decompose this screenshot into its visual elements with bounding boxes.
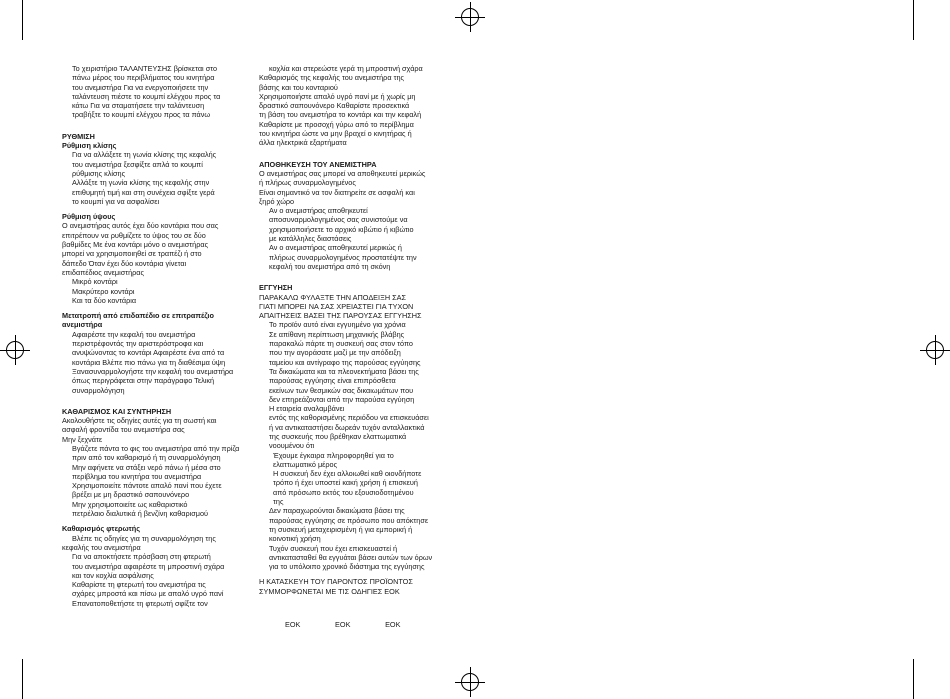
text-line: Μην ξεχνάτε [62,434,103,444]
text-line: αποσυναρμολογημένος σας συνιστούμε να [269,215,408,225]
text-line: της συσκευής που βρέθηκαν ελαττωματικά [269,431,407,441]
text-line: Μην αφήνετε να στάξει νερό πάνω ή μέσα στο [72,462,221,472]
registration-mark-right [920,335,950,365]
text-line: ή να αντικαταστήσει δωρεάν τυχόν ανταλλακτικά [269,422,425,432]
text-line: βαθμίδες Με ένα κοντάρι μόνο ο ανεμιστήρας [62,240,209,250]
text-line: ξηρό χώρο [259,196,295,206]
registration-mark-bottom [455,667,485,697]
text-line: επιδαπέδιος ανεμιστήρας [62,267,145,277]
section-heading: Ρύθμιση κλίσης [62,141,117,151]
text-line: περίβλημα του κινητήρα του ανεμιστήρα [72,471,202,481]
text-line: πριν από τον καθαρισμό ή τη συναρμολόγηση [72,453,221,463]
crop-mark-top-left [22,0,23,40]
text-line: Μακρύτερο κοντάρι [72,286,135,296]
text-line: επιθυμητή τιμή και στη συνέχεια σφίξτε γερά [72,187,215,197]
text-line: Έχουμε έγκαιρα πληροφορηθεί για το [273,450,394,460]
text-line: ΑΠΑΙΤΗΣΕΙΣ ΒΑΣΕΙ ΤΗΣ ΠΑΡΟΥΣΑΣ ΕΓΓΥΗΣΗΣ [259,311,422,321]
text-line: εντός της καθορισμένης περιόδου να επισκευάσει [269,413,429,423]
text-line: του ανεμιστήρα αφαιρέστε τη μπροστινή σχάρα [72,561,225,571]
spacer [62,120,250,126]
text-line: αντικατασταθεί θα εγγυάται βάσει αυτών των όρων [269,552,433,562]
text-line: πλήρως συναρμολογημένος προστατέψτε την [269,252,417,262]
text-line: Είναι σημαντικό να τον διατηρείτε σε ασφαλή και [259,187,415,197]
text-line: κοχλία και στερεώστε γερά τη μπροστινή σχάρα [269,64,423,73]
text-line: ταλάντευση πιέστε το κουμπί ελέγχου προς τα [72,91,221,101]
text-line: ΠΑΡΑΚΑΛΩ ΦΥΛΑΞΤΕ ΤΗΝ ΑΠΟΔΕΙΞΗ ΣΑΣ [259,292,407,302]
text-line: το κουμπί για να ασφαλίσει [72,196,160,206]
text-line: εκείνων των θεσμικών σας δικαιωμάτων που [269,385,414,395]
text-line: ανυψώνοντας το κοντάρι Αφαιρέστε ένα από τα [72,348,225,358]
text-line: τραβήξτε το κουμπί ελέγχου προς τα πάνω [72,110,211,120]
text-line: κεφαλής του ανεμιστήρα [62,542,141,552]
text-line: κάτω Για να σταματήσετε την ταλάντευση [72,101,205,111]
text-line: ρύθμισης κλίσης [72,168,126,178]
text-line: παρούσας εγγύησης σε πρόσωπο που απόκτησε [269,515,429,525]
text-line: της [273,497,284,507]
section-heading: ΡΥΘΜΙΣΗ [62,131,95,141]
text-line: τη συσκευή μεταχειρισμένη ή για εμπορική ή [269,524,413,534]
text-line: Το χειριστήριο ΤΑΛΑΝΤΕΥΣΗΣ βρίσκεται στο [72,64,218,73]
text-line: Ξανασυναρμολογήστε την κεφαλή του ανεμιστήρα [72,366,234,376]
crop-mark-top-right [913,0,914,40]
text-line: Για να αλλάξετε τη γωνία κλίσης της κεφαλής [72,150,217,160]
spacer [259,271,449,277]
text-line: Καθαρίστε με προσοχή γύρω από το περίβλημα [259,119,414,129]
text-line: Ο ανεμιστήρας σας μπορεί να αποθηκευτεί μερικώς [259,168,426,178]
text-line: Για να αποκτήσετε πρόσβαση στη φτερωτή [72,552,211,562]
text-line: Τα δικαιώματα και τα πλεονεκτήματα βάσει της [269,366,419,376]
text-line: Αλλάξτε τη γωνία κλίσης της κεφαλής στην [72,178,210,188]
text-line: του κινητήρα ώστε να μην βραχεί ο κινητήρας ή [259,129,412,139]
text-line: Η εταιρεία αναλαμβάνει [269,404,345,414]
text-line: Η συσκευή δεν έχει αλλοιωθεί καθ οιονδήποτε [273,469,422,479]
right-text-column [259,64,449,596]
text-line: ΓΙΑΤΙ ΜΠΟΡΕΙ ΝΑ ΣΑΣ ΧΡΕΙΑΣΤΕΙ ΓΙΑ ΤΥΧΟΝ [259,301,414,311]
text-line: όπως περιγράφεται στην παράγραφο Τελική [72,376,215,386]
text-line: του ανεμιστήρα Για να ενεργοποιήσετε την [72,82,209,92]
text-line: Επανατοποθετήστε τη φτερωτή σφίξτε τον [72,598,208,608]
text-line: Ακολουθήστε τις οδηγίες αυτές για τη σωστή και [62,416,217,426]
text-line: χρησιμοποιήσετε το αρχικό κιβώτιο ή κιβώτιο [269,224,414,234]
text-line: τη βάση του ανεμιστήρα το κοντάρι και την κεφαλή [259,110,422,120]
text-line: κοινοτική χρήση [269,534,321,544]
text-line: του ανεμιστήρα ξεσφίξτε απλά το κουμπί [72,159,203,169]
spacer [259,148,449,154]
text-line: σχάρες μπροστά και πίσω με απαλό υγρό πανί [72,589,224,599]
text-line: Μην χρησιμοποιείτε ως καθαριστικό [72,499,188,509]
text-line: Βλέπε τις οδηγίες για τη συναρμολόγηση της [72,533,216,543]
text-line: κεφαλή του ανεμιστήρα από τη σκόνη [269,261,391,271]
registration-mark-top [455,2,485,32]
text-line: Ο ανεμιστήρας αυτός έχει δύο κοντάρια που σας [62,221,219,231]
text-line: Βγάζετε πάντα το φις του ανεμιστήρα από την πρίζα [72,443,240,453]
text-line: παρακαλώ πάρτε τη συσκευή σας στον τόπο [269,339,413,349]
text-line: παρούσας εγγύησης είναι επιπρόσθετα [269,376,396,386]
text-line: πετρέλαιο διαλυτικά ή βενζίνη καθαρισμού [72,509,209,519]
text-line: Καθαρίστε τη φτερωτή του ανεμιστήρα τις [72,580,206,590]
text-line: Το προϊόν αυτό είναι εγγυημένο για χρόνια [269,320,406,330]
text-line: νοουμένου ότι [269,441,315,451]
section-heading: ΚΑΘΑΡΙΣΜΟΣ ΚΑΙ ΣΥΝΤΗΡΗΣΗ [62,406,172,416]
text-line: συναρμολόγηση [72,385,125,395]
section-heading: Ρύθμιση ύψους [62,212,116,222]
crop-mark-bottom-left [22,659,23,699]
text-line: Χρησιμοποιείτε πάντοτε απαλό πανί που έχετε [72,481,222,491]
crop-mark-bottom-right [913,659,914,699]
section-heading: Μετατροπή από επιδαπέδιο σε επιτραπέζιο [62,311,214,321]
text-line: κοντάρια Βλέπε πιο πάνω για τη διαθέσιμα ύψη [72,357,226,367]
text-line: Χρησιμοποιήστε απαλό υγρό πανί με ή χωρίς μη [259,91,416,101]
text-line: με κατάλληλες διαστάσεις [269,234,352,244]
eok-label: ΕΟΚ [285,620,301,629]
text-line: που την αγοράσατε μαζί με την απόδειξη [269,348,401,358]
text-line: ΣΥΜΜΟΡΦΩΝΕΤΑΙ ΜΕ ΤΙΣ ΟΔΗΓΙΕΣ ΕΟΚ [259,586,400,596]
text-line: και τον κοχλία ασφάλισης [72,570,154,580]
text-line: ελαττωματικό μέρος [273,459,338,469]
text-line: για το υπόλοιπο χρονικό διάστημα της εγγύησης [269,562,425,572]
text-line: δάπεδο Όταν έχει δύο κοντάρια γίνεται [62,258,187,268]
text-line: Τυχόν συσκευή που έχει επισκευαστεί ή [269,543,398,553]
text-line: πάνω μέρος του περιβλήματος του κινητήρα [72,73,215,83]
text-line: Σε απίθανη περίπτωση μηχανικής βλάβης [269,329,405,339]
text-line: Αν ο ανεμιστήρας αποθηκευτεί μερικώς ή [269,243,402,253]
text-line: τρόπο ή έχει υποστεί κακή χρήση ή επισκευή [273,478,418,488]
text-line: Αφαιρέστε την κεφαλή του ανεμιστήρα [72,329,196,339]
text-line: δραστικό σαπουνόνερο Καθαρίστε προσεκτικά [259,101,410,111]
eok-label: ΕΟΚ [335,620,351,629]
text-line: Καθαρισμός της κεφαλής του ανεμιστήρα της [259,73,405,83]
text-line: δεν επηρεάζονται από την παρούσα εγγύηση [269,394,415,404]
text-line: από πρόσωπο εκτός του εξουσιοδοτημένου [273,487,414,497]
section-heading: Καθαρισμός φτερωτής [62,524,141,534]
eok-label-row [285,620,433,629]
registration-mark-left [0,335,30,365]
section-heading: ανεμιστήρα [62,320,103,330]
text-line: ή πλήρως συναρμολογημένος [259,178,356,188]
spacer [62,395,250,401]
text-line: ασφαλή φροντίδα του ανεμιστήρα σας [62,425,185,435]
text-line: Αν ο ανεμιστήρας αποθηκευτεί [269,206,368,216]
eok-label: ΕΟΚ [385,620,401,629]
text-line: περιστρέφοντάς την αριστερόστροφα και [72,339,204,349]
text-line: Δεν παραχωρούνται δικαιώματα βάσει της [269,506,405,516]
text-line: άλλα ηλεκτρικά εξαρτήματα [259,138,347,148]
text-line: βρέξει με μη δραστικό σαπουνόνερο [72,490,190,500]
section-heading: ΑΠΟΘΗΚΕΥΣΗ ΤΟΥ ΑΝΕΜΙΣΤΗΡΑ [259,159,377,169]
text-line: Μικρό κοντάρι [72,277,118,287]
text-line: Και τα δύο κοντάρια [72,295,137,305]
text-line: Η ΚΑΤΑΣΚΕΥΗ ΤΟΥ ΠΑΡΟΝΤΟΣ ΠΡΟΪΟΝΤΟΣ [259,577,413,587]
text-line: βάσης και του κονταριού [259,82,338,92]
text-line: επιτρέπουν να ρυθμίζετε το ύψος του σε δύο [62,230,206,240]
left-text-column [62,64,250,608]
section-heading: ΕΓΓΥΗΣΗ [259,283,293,293]
text-line: μπορεί να χρησιμοποιηθεί σε τραπέζι ή στο [62,249,202,259]
text-line: ταμείου και αντίγραφο της παρούσας εγγύησης [269,357,421,367]
